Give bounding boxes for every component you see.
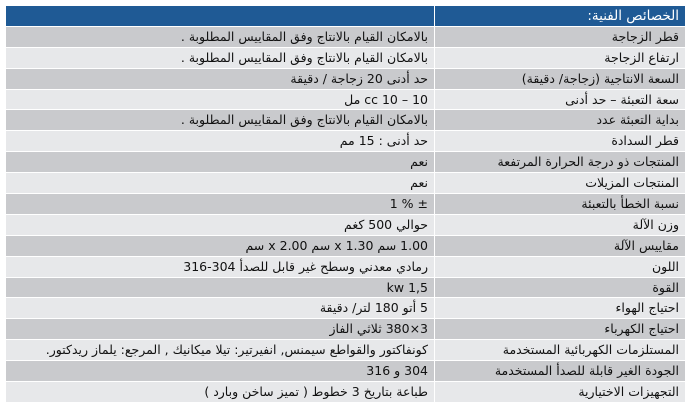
spec-label: القوة — [435, 277, 686, 298]
spec-label: بداية التعبئة عدد — [435, 110, 686, 131]
spec-header-title: الخصائص الفنية: — [435, 6, 686, 27]
spec-label: السعة الانتاجية (زجاجة/ دقيقة) — [435, 68, 686, 89]
spec-value: بالامكان القيام بالانتاج وفق المقاييس المطلوبة . — [6, 26, 435, 47]
spec-value: 5 أتو 180 لتر/ دقيقة — [6, 298, 435, 319]
spec-value: بالامكان القيام بالانتاج وفق المقاييس المطلوبة . — [6, 47, 435, 68]
spec-table — [5, 5, 686, 403]
table-row — [6, 47, 686, 68]
table-row — [6, 173, 686, 194]
spec-value: 304 و 316 — [6, 361, 435, 382]
table-row — [6, 382, 686, 403]
spec-label: الجودة الغير قابلة للصدأ المستخدمة — [435, 361, 686, 382]
spec-label: اللون — [435, 256, 686, 277]
spec-label: قطر السدادة — [435, 131, 686, 152]
spec-label: المنتجات ذو درجة الحرارة المرتفعة — [435, 152, 686, 173]
spec-label: ارتفاع الزجاجة — [435, 47, 686, 68]
table-row — [6, 361, 686, 382]
table-row — [6, 68, 686, 89]
table-row — [6, 110, 686, 131]
spec-table-header — [6, 6, 686, 27]
spec-label: سعة التعبئة – حد أدنى — [435, 89, 686, 110]
spec-value: 1,5 kw — [6, 277, 435, 298]
spec-value: نعم — [6, 152, 435, 173]
table-row — [6, 194, 686, 215]
table-row — [6, 214, 686, 235]
table-row — [6, 89, 686, 110]
spec-label: قطر الزجاجة — [435, 26, 686, 47]
spec-label: التجهيزات الاختيارية — [435, 382, 686, 403]
spec-label: نسبة الخطأ بالتعبئة — [435, 194, 686, 215]
spec-value: بالامكان القيام بالانتاج وفق المقاييس المطلوبة . — [6, 110, 435, 131]
spec-value: 10 – 10 cc مل — [6, 89, 435, 110]
spec-value: طباعة بتاريخ 3 خطوط ( تميز ساخن وبارد ) — [6, 382, 435, 403]
spec-label: احتياج الكهرباء — [435, 319, 686, 340]
spec-label: المنتجات المزيلات — [435, 173, 686, 194]
table-row — [6, 235, 686, 256]
table-row — [6, 319, 686, 340]
spec-header-value — [6, 6, 435, 27]
spec-label: المستلزمات الكهربائية المستخدمة — [435, 340, 686, 361]
spec-value: رمادي معدني وسطح غير قابل للصدأ 304-316 — [6, 256, 435, 277]
spec-value: 1.00 سم x 1.30 سم x 2.00 سم — [6, 235, 435, 256]
spec-value: 3×380 ثلاثي الفاز — [6, 319, 435, 340]
table-row — [6, 26, 686, 47]
spec-label: مقاييس الآلة — [435, 235, 686, 256]
spec-label: احتياج الهواء — [435, 298, 686, 319]
spec-value: حوالي 500 كغم — [6, 214, 435, 235]
table-row — [6, 277, 686, 298]
spec-value: كونفاكتور والقواطع سيمنس, انفيرتير: تيلا ميكانيك , المرجع: يلماز ريدكتور. — [6, 340, 435, 361]
spec-label: وزن الآلة — [435, 214, 686, 235]
table-row — [6, 298, 686, 319]
table-row — [6, 131, 686, 152]
spec-table-body — [6, 6, 686, 403]
table-row — [6, 256, 686, 277]
spec-value: حد أدنی 20 زجاجة / دقیقة — [6, 68, 435, 89]
spec-value: نعم — [6, 173, 435, 194]
spec-value: ± % 1 — [6, 194, 435, 215]
table-row — [6, 340, 686, 361]
spec-value: حد أدنى : 15 مم — [6, 131, 435, 152]
table-row — [6, 152, 686, 173]
